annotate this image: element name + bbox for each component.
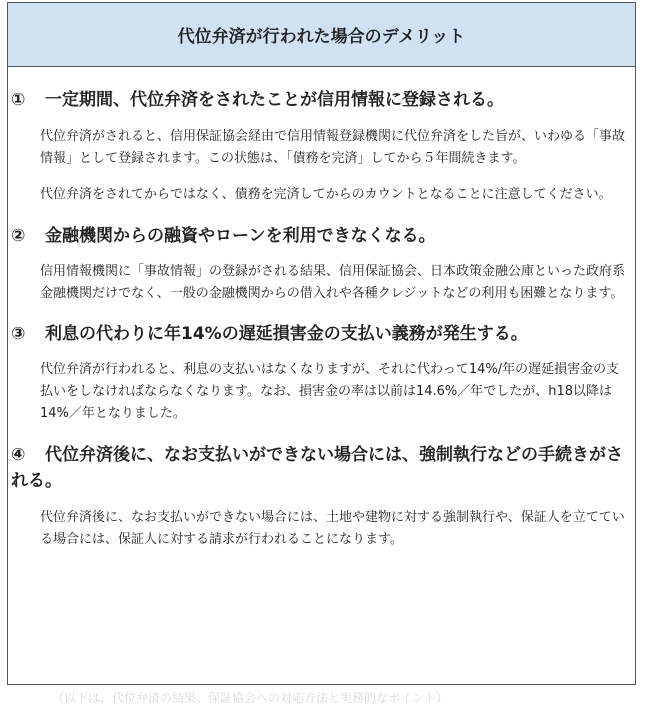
cut-off-footer-text: （以下は、代位弁済の結果、保証協会への対応方法と実務的なポイント） bbox=[52, 691, 449, 705]
section-1-paragraph-1: 代位弁済がされると、信用保証協会経由で信用情報登録機関に代位弁済をした旨が、いわゆる「事故情報」として登録されます。この状態は、「債務を完済」してから５年間続きます。 bbox=[40, 129, 626, 166]
section-4-heading: 代位弁済後に、なお支払いができない場合には、強制執行などの手続きがされる。 bbox=[11, 445, 623, 491]
box-title: 代位弁済が行われた場合のデメリット bbox=[177, 27, 466, 47]
section-3-heading: 利息の代わりに年14%の遅延損害金の支払い義務が発生する。 bbox=[45, 324, 528, 344]
section-3-number: ③ bbox=[11, 324, 26, 344]
section-4-number: ④ bbox=[11, 445, 26, 465]
section-2-heading: 金融機関からの融資やローンを利用できなくなる。 bbox=[45, 226, 436, 246]
section-1-heading: 一定期間、代位弁済をされたことが信用情報に登録される。 bbox=[45, 90, 504, 110]
section-3-title bbox=[8, 321, 635, 347]
section-2-paragraph-1: 信用情報機関に「事故情報」の登録がされる結果、信用保証協会、日本政策金融公庫といった政府系金融機関だけでなく、一般の金融機関からの借入れや各種クレジットなどの利用も困難となります。 bbox=[40, 264, 626, 301]
section-2-number: ② bbox=[11, 226, 26, 246]
demerits-box bbox=[7, 2, 636, 685]
section-4-title bbox=[8, 442, 635, 494]
section-1-paragraph-2: 代位弁済をされてからではなく、債務を完済してからのカウントとなることに注意してください。 bbox=[40, 187, 612, 202]
section-4-paragraph-1: 代位弁済後に、なお支払いができない場合には、土地や建物に対する強制執行や、保証人を立てている場合には、保証人に対する請求が行われることになります。 bbox=[40, 510, 625, 547]
section-3-paragraph-1: 代位弁済が行われると、利息の支払いはなくなりますが、それに代わって14%/年の遅延損害金の支払いをしなければならなくなります。なお、損害金の率は以前は14.6%／年でしたが、h18以降は14%／年となりました。 bbox=[40, 362, 620, 421]
box-header bbox=[8, 3, 635, 67]
section-1-number: ① bbox=[11, 90, 26, 110]
section-1-title bbox=[8, 87, 635, 113]
section-2-title bbox=[8, 223, 635, 249]
